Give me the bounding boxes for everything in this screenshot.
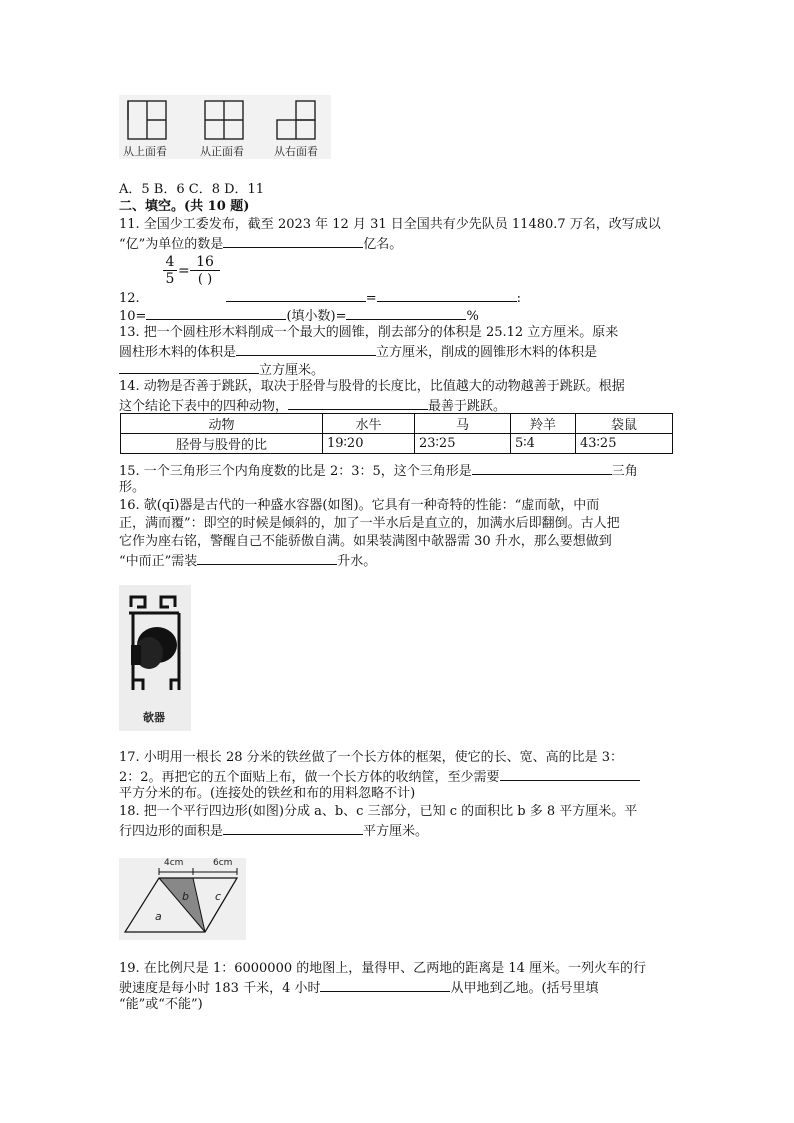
q18-blank[interactable] <box>223 821 363 835</box>
qi-vessel-icon <box>119 585 191 705</box>
q11-text-a: “亿”为单位的数是 <box>119 237 224 252</box>
q12-label: 12. <box>119 291 140 306</box>
label-a: a <box>155 910 162 923</box>
q12-blank-3[interactable] <box>146 306 286 320</box>
q14-text-a: 这个结论下表中的四种动物， <box>119 399 289 414</box>
table-header-cell: 水牛 <box>323 414 415 434</box>
q14-text-b: 最善于跳跃。 <box>428 399 507 414</box>
caption-top-view: 从上面看 <box>123 145 167 158</box>
caption-front-view: 从正面看 <box>200 145 244 158</box>
q14-table-row <box>121 434 673 454</box>
q11-answer-blank[interactable] <box>223 234 363 248</box>
q13-line2 <box>119 342 597 361</box>
q13-blank-1[interactable] <box>236 342 376 356</box>
q17-line2 <box>119 767 640 786</box>
three-view-figure <box>119 95 331 159</box>
q19-blank[interactable] <box>320 978 450 992</box>
q13-blank-2[interactable] <box>119 360 259 374</box>
q12-frac-left-den: 5 <box>165 271 175 287</box>
q16-text-a: “中而正”需装 <box>119 554 198 569</box>
q18-text-b: 平方厘米。 <box>363 824 429 839</box>
q12-equals: = <box>178 263 190 279</box>
q12-equals-2: = <box>365 291 377 306</box>
table-cell: 23∶25 <box>415 434 511 454</box>
q12-blank-4[interactable] <box>346 306 466 320</box>
q15-text-a: 15. 一个三角形三个内角度数的比是 2：3：5，这个三角形是 <box>119 464 472 479</box>
q18-text-a: 行四边形的面积是 <box>119 824 224 839</box>
caption-right-view: 从右面看 <box>274 145 318 158</box>
q13-text-c: 立方厘米。 <box>259 363 325 378</box>
q14-line1: 14. 动物是否善于跳跃，取决于胫骨与股骨的长度比，比值越大的动物越善于跳跃。根据 <box>119 379 625 394</box>
q11-line2 <box>119 234 402 253</box>
table-cell: 19∶20 <box>323 434 415 454</box>
q12-text-10: 10= <box>119 309 147 324</box>
q12-frac-right-num: 16 <box>196 254 214 270</box>
q11-line1: 11. 全国少工委发布，截至 2023 年 12 月 31 日全国共有少先队员 11480.7 万名，改写成以 <box>119 217 661 232</box>
table-header-cell: 马 <box>415 414 511 434</box>
q13-text-a: 圆柱形木料的体积是 <box>119 345 237 360</box>
q18-line2 <box>119 821 428 840</box>
q16-line3: 它作为座右铭，警醒自己不能骄傲自满。如果装满图中欹器需 30 升水，那么要想做到 <box>119 534 612 549</box>
q19-text-b: 从甲地到乙地。(括号里填 <box>450 981 599 996</box>
parallelogram-figure <box>119 858 246 940</box>
label-c: c <box>215 890 222 903</box>
table-header-cell: 袋鼠 <box>576 414 673 434</box>
q12-fraction-left <box>163 255 177 288</box>
q12-text-decimal: (填小数)= <box>286 309 347 324</box>
section-title: 二、填空。(共 10 题) <box>119 199 250 214</box>
table-cell: 胫骨与股骨的比 <box>121 434 323 454</box>
q14-table-header-row <box>121 414 673 434</box>
q12-line2 <box>119 306 479 325</box>
table-cell: 43∶25 <box>576 434 673 454</box>
q16-line2: 正，满而覆”：即空的时候是倾斜的，加了一半水后是直立的，加满水后即翻倒。古人把 <box>119 516 620 531</box>
q12-line1 <box>119 288 521 307</box>
options-line: A．5 B．6 C．8 D．11 <box>119 182 265 197</box>
q17-line3: 平方分米的布。(连接处的铁丝和布的用料忽略不计) <box>119 786 416 801</box>
q19-text-a: 驶速度是每小时 183 千米，4 小时 <box>119 981 321 996</box>
q12-frac-right-den: ( ) <box>197 272 213 287</box>
q17-text-a: 2：2。再把它的五个面贴上布，做一个长方体的收纳筐，至少需要 <box>119 770 500 785</box>
q13-line3 <box>119 360 324 379</box>
q13-text-b: 立方厘米，削成的圆锥形木料的体积是 <box>376 345 598 360</box>
q16-line1: 16. 欹(qī)器是古代的一种盛水容器(如图)。它具有一种奇特的性能：“虚而欹，中而 <box>119 498 600 513</box>
qi-vessel-figure <box>119 585 191 731</box>
q17-line1: 17. 小明用一根长 28 分米的铁丝做了一个长方体的框架，使它的长、宽、高的比是 3： <box>119 750 624 765</box>
label-6cm: 6cm <box>213 858 233 868</box>
q14-table <box>120 413 673 454</box>
table-cell: 5∶4 <box>511 434 576 454</box>
qi-vessel-caption: 欹器 <box>143 711 165 724</box>
q12-percent: % <box>466 309 479 324</box>
q12-blank-1[interactable] <box>226 288 366 302</box>
label-4cm: 4cm <box>164 858 184 868</box>
q12-fraction-right <box>190 255 220 288</box>
q12-blank-2[interactable] <box>377 288 517 302</box>
q18-line1: 18. 把一个平行四边形(如图)分成 a、b、c 三部分，已知 c 的面积比 b 多 8 平方厘米。平 <box>119 804 638 819</box>
q16-line4 <box>119 551 376 570</box>
q12-colon: : <box>516 291 521 306</box>
label-b: b <box>182 890 189 903</box>
q15-text-b: 三角 <box>611 464 638 479</box>
q15-line1 <box>119 461 638 480</box>
q16-text-b: 升水。 <box>337 554 377 569</box>
q15-blank[interactable] <box>472 461 612 475</box>
q11-text-b: 亿名。 <box>363 237 403 252</box>
q19-line3: “能”或“不能”) <box>119 997 203 1012</box>
q13-line1: 13. 把一个圆柱形木料削成一个最大的圆锥，削去部分的体积是 25.12 立方厘米。原来 <box>119 325 619 340</box>
q12-frac-left-num: 4 <box>165 254 175 270</box>
q19-line2 <box>119 978 599 997</box>
q19-line1: 19. 在比例尺是 1：6000000 的地图上，量得甲、乙两地的距离是 14 厘米。一列火车的行 <box>119 961 647 976</box>
q15-line2: 形。 <box>119 480 146 495</box>
table-header-cell: 羚羊 <box>511 414 576 434</box>
q16-blank[interactable] <box>197 551 337 565</box>
q14-blank[interactable] <box>288 396 428 410</box>
q17-blank[interactable] <box>500 767 640 781</box>
table-header-cell: 动物 <box>121 414 323 434</box>
